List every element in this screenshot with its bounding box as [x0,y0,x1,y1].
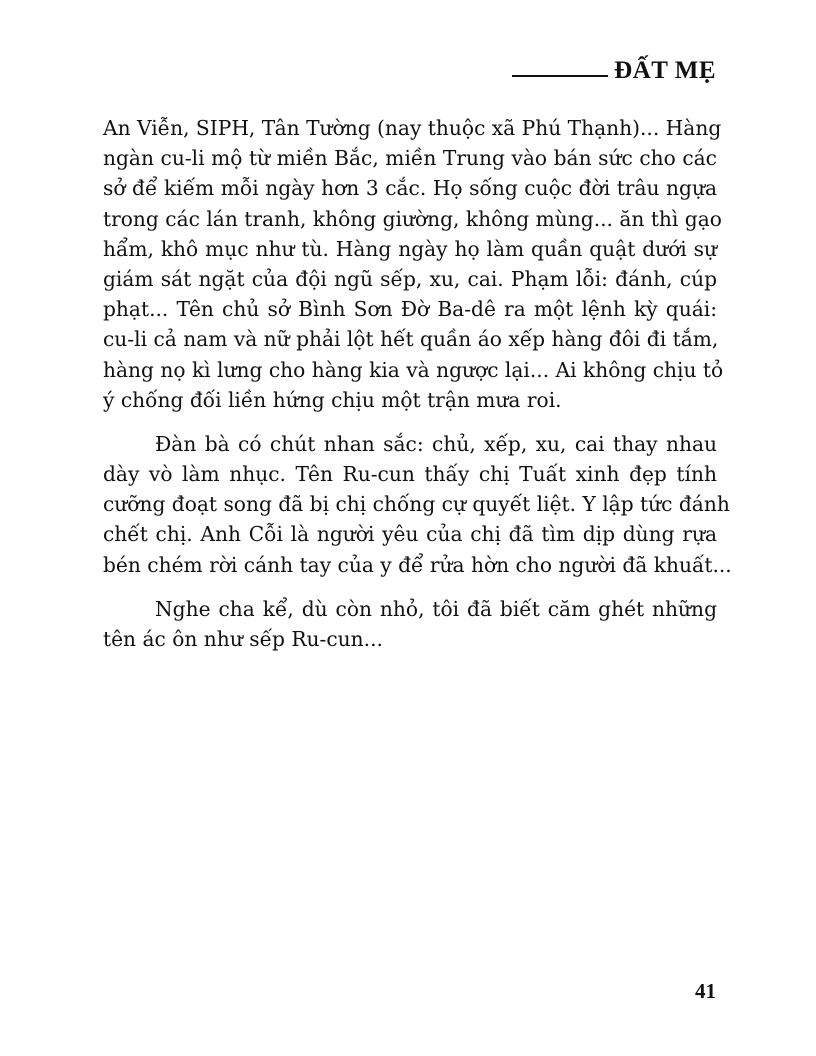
text-line: dày vò làm nhục. Tên Ru-cun thấy chị Tuất xinh đẹp tính [103,462,717,487]
text-line: giám sát ngặt của đội ngũ sếp, xu, cai. Phạm lỗi: đánh, cúp [103,266,717,291]
text-line: cu-li cả nam và nữ phải lột hết quần áo xếp hàng đôi đi tắm, [103,327,719,352]
paragraph-3 [103,594,717,654]
running-header [512,58,716,83]
text-line: chết chị. Anh Cỗi là người yêu của chị đã tìm dịp dùng rựa [103,522,717,547]
text-line: An Viễn, SIPH, Tân Tường (nay thuộc xã Phú Thạnh)... Hàng [103,116,722,140]
text-line: cưỡng đoạt song đã bị chị chống cự quyết liệt. Y lập tức đánh [103,492,730,517]
text-line: ý chống đối liền hứng chịu một trận mưa roi. [103,387,562,412]
text-line: tên ác ôn như sếp Ru-cun... [103,627,383,651]
text-line: Đàn bà có chút nhan sắc: chủ, xếp, xu, cai thay nhau [155,431,717,456]
text-line: sở để kiếm mỗi ngày hơn 3 cắc. Họ sống cuộc đời trâu ngựa [103,176,717,201]
paragraph-1 [103,113,724,415]
text-line: bén chém rời cánh tay của y để rửa hờn cho người đã khuất... [103,552,732,577]
paragraph-2 [103,429,732,580]
text-line: trong các lán tranh, không giường, không mùng... ăn thì gạo [103,206,722,231]
page-number: 41 [695,979,716,1003]
body-text [103,113,732,668]
text-line: hẩm, khô mục như tù. Hàng ngày họ làm quần quật dưới sự [103,236,717,261]
header-title: ĐẤT MẸ [614,57,716,84]
header-rule [512,75,608,77]
text-line: ngàn cu-li mộ từ miền Bắc, miền Trung vào bán sức cho các [103,146,717,171]
text-line: hàng nọ kì lưng cho hàng kia và ngược lại... Ai không chịu tỏ [103,357,724,382]
text-line: Nghe cha kể, dù còn nhỏ, tôi đã biết căm ghét những [155,596,717,621]
text-line: phạt... Tên chủ sở Bình Sơn Đờ Ba-dê ra một lệnh kỳ quái: [103,297,717,322]
